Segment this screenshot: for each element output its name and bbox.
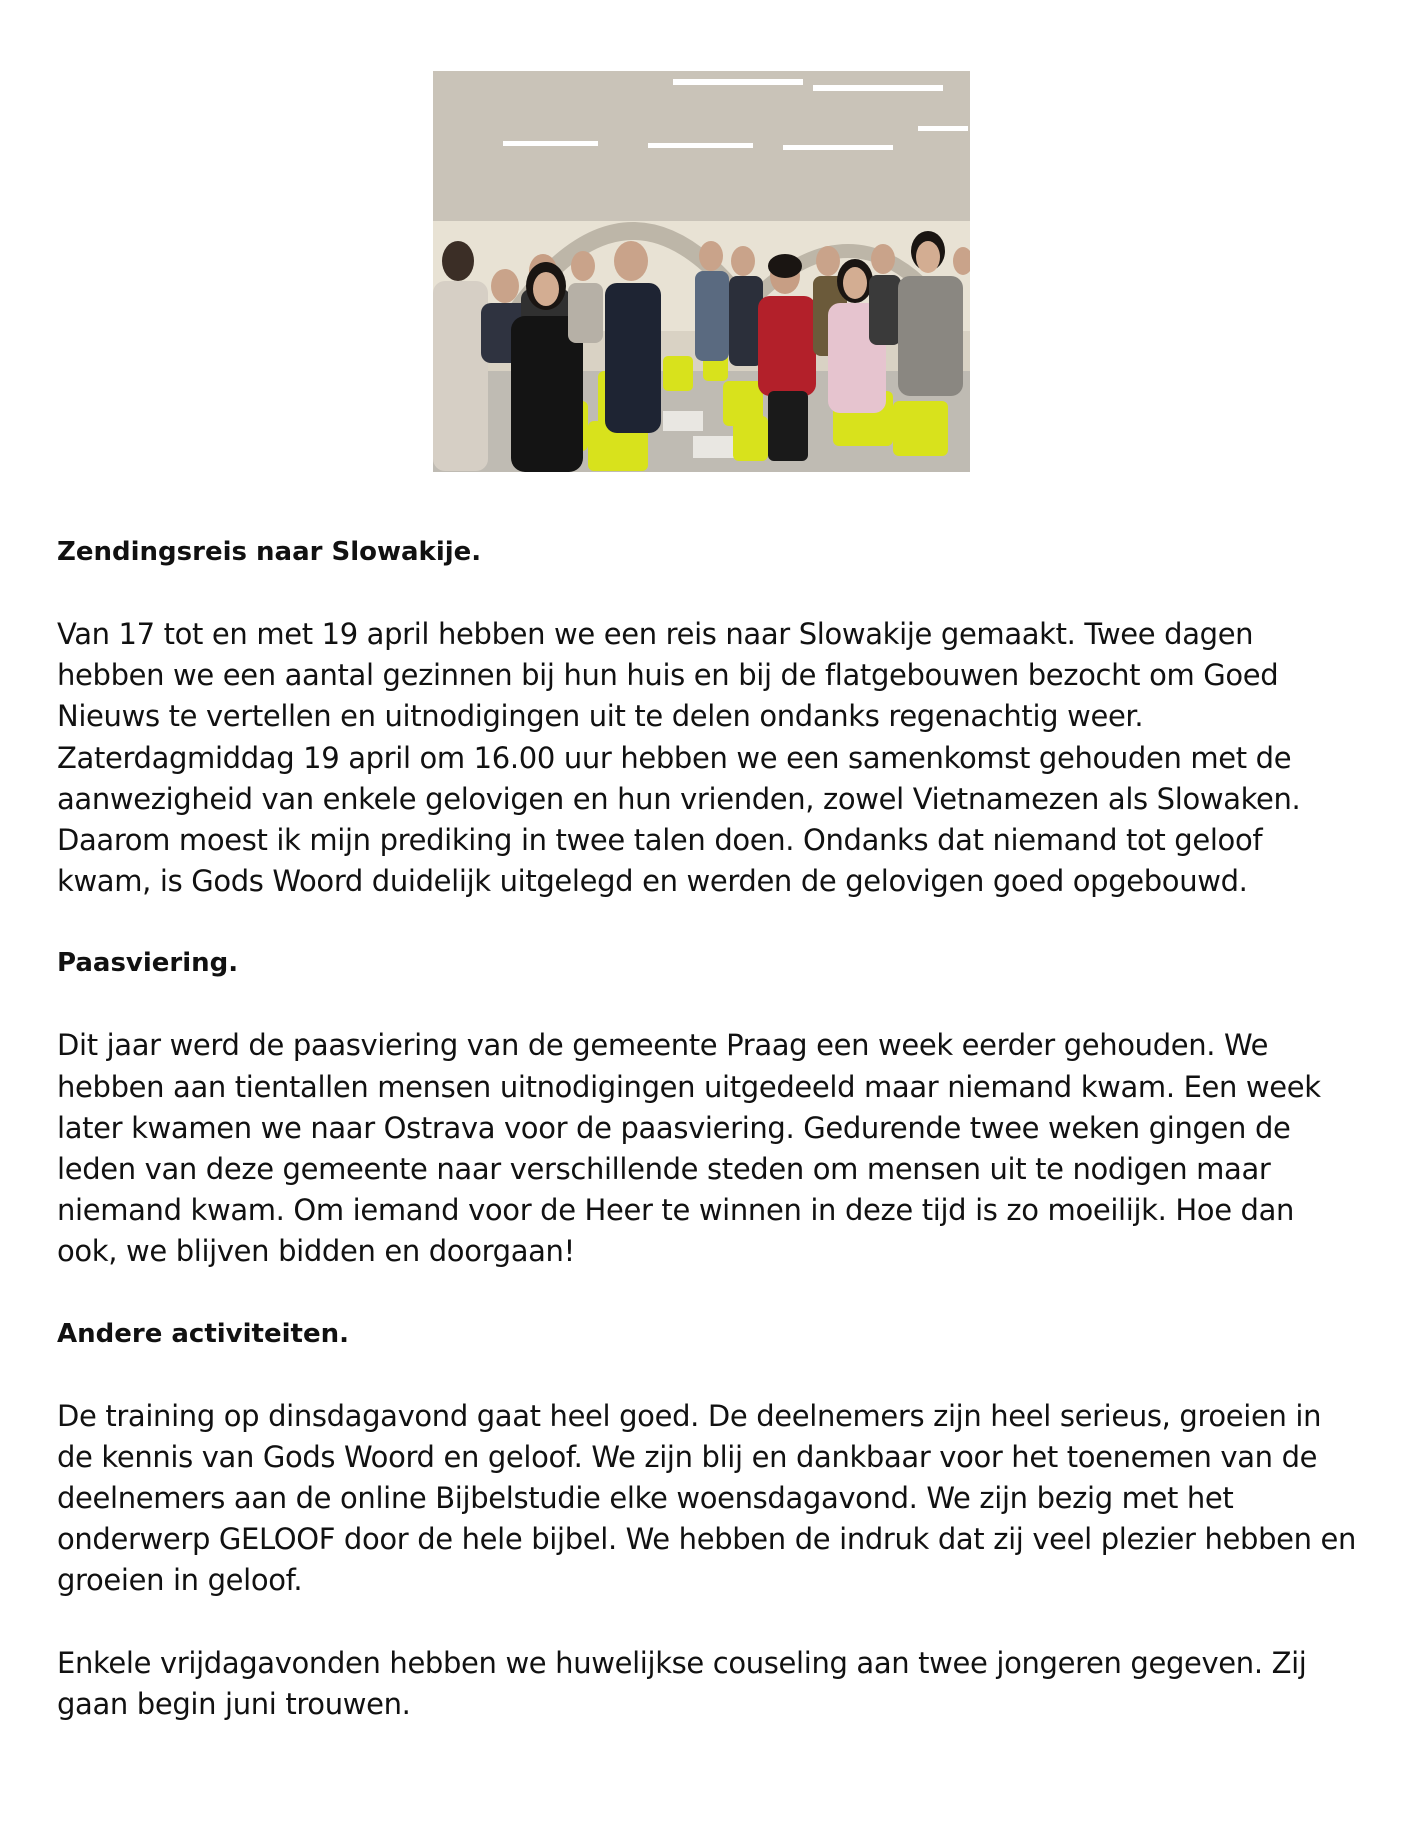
section-heading: Zendingsreis naar Slowakije. — [57, 537, 482, 567]
section-heading: Paasviering. — [57, 948, 239, 979]
article-body — [57, 532, 1357, 1725]
section-paragraph: Dit jaar werd de paasviering van de gemeente Praag een week eerder gehouden. We hebben aan tientallen mensen uitnodigingen uitgedeeld maar niemand kwam. Een week later kwamen we naar Ostrava voor de paasviering. Gedurende twee weken gingen de leden van deze gemeente naar verschillende steden om mensen uit te nodigen maar niemand kwam. Om iemand voor de Heer te winnen in deze tijd is zo moeilijk. Hoe dan ook, we blijven bidden en doorgaan! — [57, 1028, 1321, 1269]
group-photo — [433, 71, 970, 472]
section-paragraph: Enkele vrijdagavonden hebben we huwelijkse couseling aan twee jongeren gegeven. Zij gaan begin juni trouwen. — [57, 1645, 1307, 1721]
section-paragraph: Van 17 tot en met 19 april hebben we een reis naar Slowakije gemaakt. Twee dagen hebben we een aantal gezinnen bij hun huis en bij de flatgebouwen bezocht om Goed Nieuws te vertellen en uitnodigingen uit te delen ondanks regenachtig weer. Zaterdagmiddag 19 april om 16.00 uur hebben we een samenkomst gehouden met de aanwezigheid van enkele gelovigen en hun vrienden, zowel Vietnamezen als Slowaken. Daarom moest ik mijn prediking in twee talen doen. Ondanks dat niemand tot geloof kwam, is Gods Woord duidelijk uitgelegd en werden de gelovigen goed opgebouwd. — [57, 617, 1301, 899]
section-heading: Andere activiteiten. — [57, 1318, 349, 1349]
section-paragraph: De training op dinsdagavond gaat heel goed. De deelnemers zijn heel serieus, groeien in de kennis van Gods Woord en geloof. We zijn blij en dankbaar voor het toenemen van de deelnemers aan de online Bijbelstudie elke woensdagavond. We zijn bezig met het onderwerp GELOOF door de hele bijbel. We hebben de indruk dat zij veel plezier hebben en groeien in geloof. — [57, 1398, 1357, 1598]
